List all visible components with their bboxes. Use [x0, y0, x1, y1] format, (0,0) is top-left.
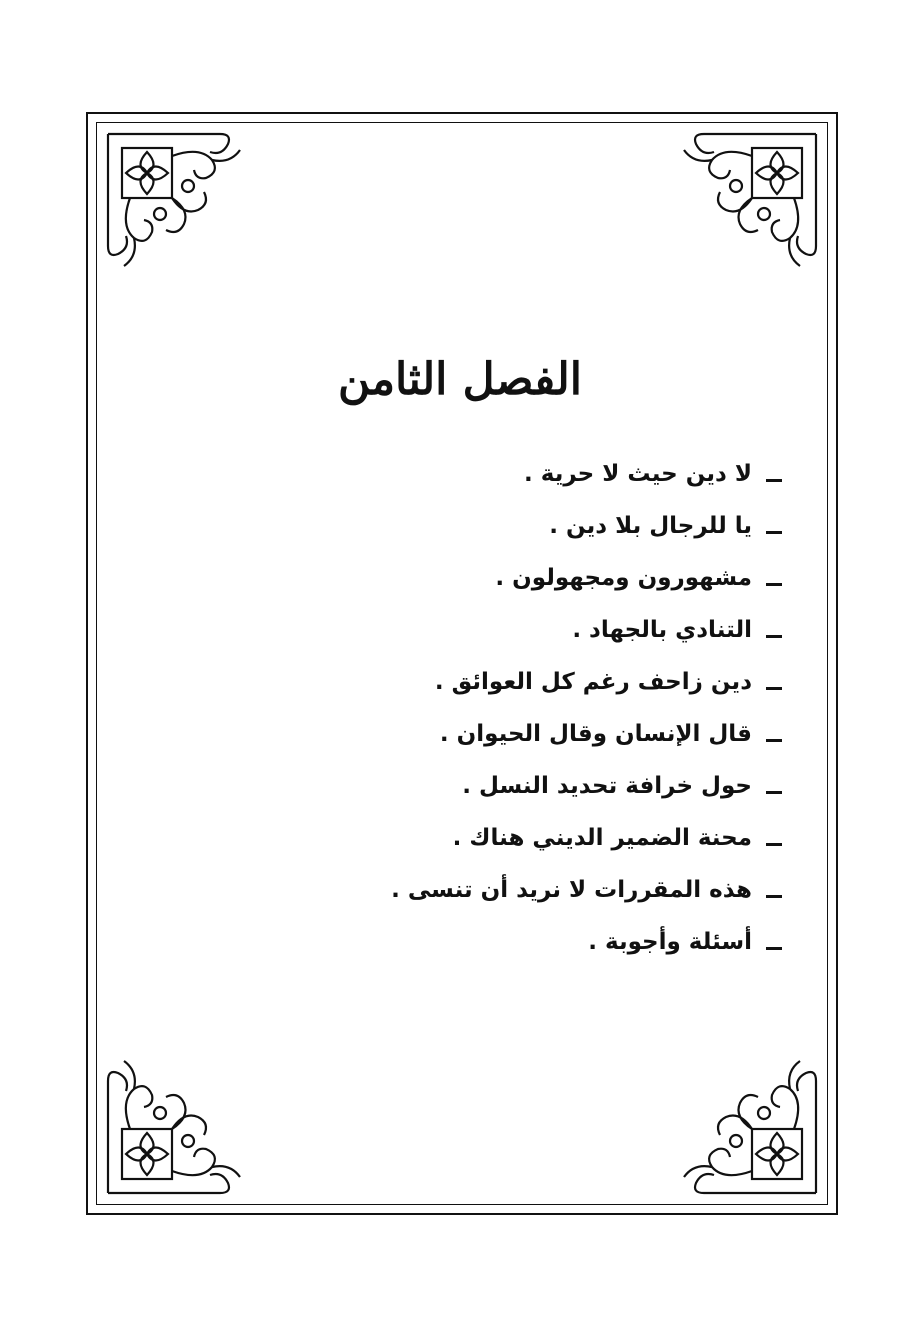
corner-ornament-icon	[100, 126, 250, 276]
dash-bullet-icon	[766, 635, 782, 638]
list-item-text: يا للرجال بلا دين .	[549, 513, 752, 539]
list-item-text: دين زاحف رغم كل العوائق .	[434, 669, 752, 695]
corner-ornament-icon	[674, 126, 824, 276]
list-item-text: مشهورون ومجهولون .	[495, 565, 752, 591]
corner-ornament-icon	[100, 1051, 250, 1201]
list-item	[322, 448, 782, 500]
corner-ornament-icon	[674, 1051, 824, 1201]
dash-bullet-icon	[766, 843, 782, 846]
list-item	[322, 708, 782, 760]
list-item-text: قال الإنسان وقال الحيوان .	[439, 721, 752, 747]
list-item	[322, 812, 782, 864]
dash-bullet-icon	[766, 583, 782, 586]
dash-bullet-icon	[766, 687, 782, 690]
list-item-text: حول خرافة تحديد النسل .	[462, 773, 752, 799]
list-item	[322, 916, 782, 968]
chapter-title: الفصل الثامن	[337, 354, 583, 405]
dash-bullet-icon	[766, 791, 782, 794]
list-item-text: محنة الضمير الديني هناك .	[452, 825, 752, 851]
dash-bullet-icon	[766, 895, 782, 898]
list-item	[322, 552, 782, 604]
list-item-text: لا دين حيث لا حرية .	[524, 461, 752, 487]
list-item	[322, 656, 782, 708]
dash-bullet-icon	[766, 947, 782, 950]
list-item-text: أسئلة وأجوبة .	[588, 929, 752, 955]
dash-bullet-icon	[766, 739, 782, 742]
list-item-text: التنادي بالجهاد .	[572, 617, 752, 643]
list-item	[322, 604, 782, 656]
list-item-text: هذه المقررات لا نريد أن تنسى .	[391, 877, 752, 903]
list-item	[322, 500, 782, 552]
dash-bullet-icon	[766, 531, 782, 534]
dash-bullet-icon	[766, 479, 782, 482]
list-item	[322, 760, 782, 812]
list-item	[322, 864, 782, 916]
chapter-contents-list	[322, 448, 782, 968]
